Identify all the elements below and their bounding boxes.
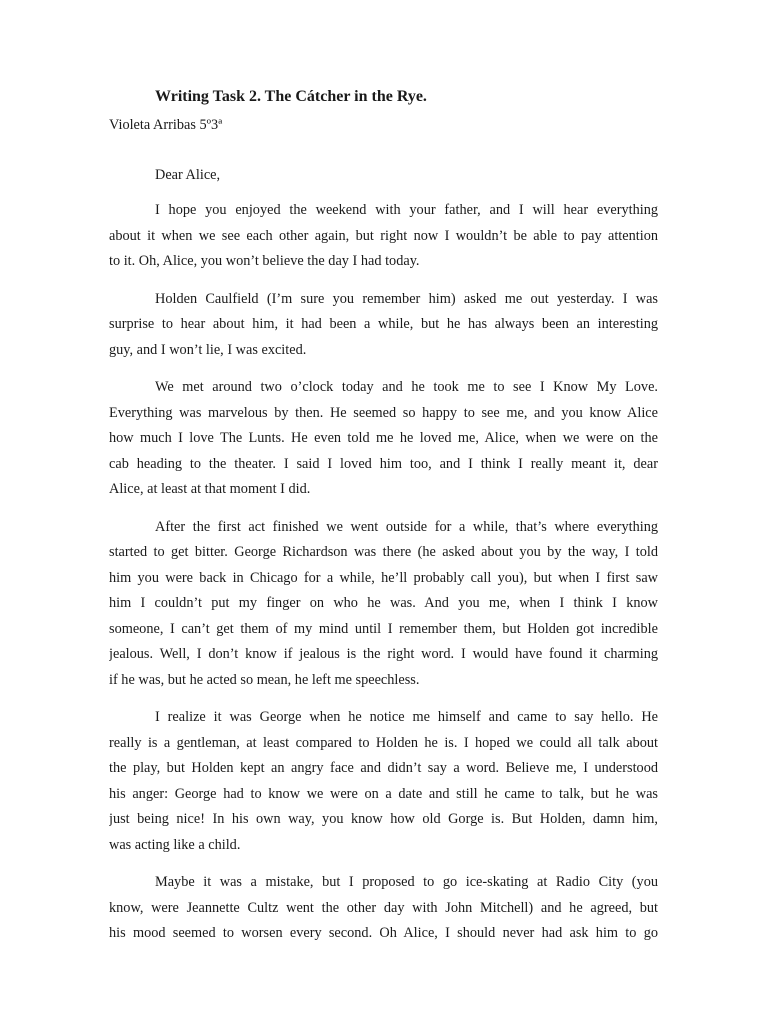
paragraph-line: how much I love The Lunts. He even told me he loved me, Alice, when we were on the bbox=[109, 430, 658, 446]
author-line: Violeta Arribas 5º3ª bbox=[109, 117, 223, 133]
paragraph-line: him you were back in Chicago for a while, he’ll probably call you), but when I first saw bbox=[109, 569, 658, 586]
paragraph-line: about it when we see each other again, but right now I wouldn’t be able to pay attention bbox=[109, 227, 658, 244]
paragraph-line: Maybe it was a mistake, but I proposed to go ice-skating at Radio City (you bbox=[155, 874, 658, 890]
letter-paragraph bbox=[109, 287, 658, 364]
letter-paragraph bbox=[109, 375, 658, 503]
paragraph-line: if he was, but he acted so mean, he left me speechless. bbox=[109, 671, 420, 688]
paragraph-line: his mood seemed to worsen every second. Oh Alice, I should never had ask him to go bbox=[109, 925, 658, 941]
paragraph-line: started to get bitter. George Richardson was there (he asked about you by the way, I told bbox=[109, 544, 658, 560]
paragraph-line: him I couldn’t put my finger on who he was. And you me, when I think I know bbox=[109, 595, 658, 611]
letter-paragraph bbox=[109, 705, 658, 858]
paragraph-line: Everything was marvelous by then. He seemed so happy to see me, and you know Alice bbox=[109, 404, 658, 421]
paragraph-line: really is a gentleman, at least compared to Holden he is. I hoped we could all talk about bbox=[109, 734, 658, 751]
document-title: Writing Task 2. The Cátcher in the Rye. bbox=[155, 88, 427, 105]
paragraph-line: jealous. Well, I don’t know if jealous is the right word. I would have found it charming bbox=[109, 646, 658, 662]
paragraph-line: was acting like a child. bbox=[109, 836, 241, 853]
letter-paragraph bbox=[109, 870, 658, 947]
paragraph-line: to it. Oh, Alice, you won’t believe the day I had today. bbox=[109, 253, 420, 269]
paragraph-line: guy, and I won’t lie, I was excited. bbox=[109, 341, 307, 358]
paragraph-line: someone, I can’t get them of my mind until I remember them, but Holden got incredible bbox=[109, 620, 658, 637]
paragraph-line: the play, but Holden kept an angry face and didn’t say a word. Believe me, I understood bbox=[109, 760, 658, 776]
paragraph-line: I hope you enjoyed the weekend with your father, and I will hear everything bbox=[155, 202, 658, 218]
paragraph-line: just being nice! In his own way, you know how old Gorge is. But Holden, damn him, bbox=[109, 811, 658, 827]
paragraph-line: Holden Caulfield (I’m sure you remember him) asked me out yesterday. I was bbox=[155, 290, 658, 307]
paragraph-line: his anger: George had to know we were on a date and still he came to talk, but he was bbox=[109, 785, 658, 802]
paragraph-line: surprise to hear about him, it had been a while, but he has always been an interesting bbox=[109, 316, 658, 332]
paragraph-line: cab heading to the theater. I said I loved him too, and I think I really meant it, dear bbox=[109, 455, 658, 472]
paragraph-line: After the first act finished we went outside for a while, that’s where everything bbox=[155, 518, 658, 535]
letter-paragraph bbox=[109, 198, 658, 275]
letter-salutation: Dear Alice, bbox=[155, 167, 221, 183]
letter-body bbox=[109, 198, 658, 959]
letter-paragraph bbox=[109, 515, 658, 694]
paragraph-line: know, were Jeannette Cultz went the other day with John Mitchell) and he agreed, but bbox=[109, 899, 658, 916]
paragraph-line: Alice, at least at that moment I did. bbox=[109, 481, 311, 497]
paragraph-line: We met around two o’clock today and he took me to see I Know My Love. bbox=[155, 379, 658, 395]
paragraph-line: I realize it was George when he notice me himself and came to say hello. He bbox=[155, 709, 658, 725]
